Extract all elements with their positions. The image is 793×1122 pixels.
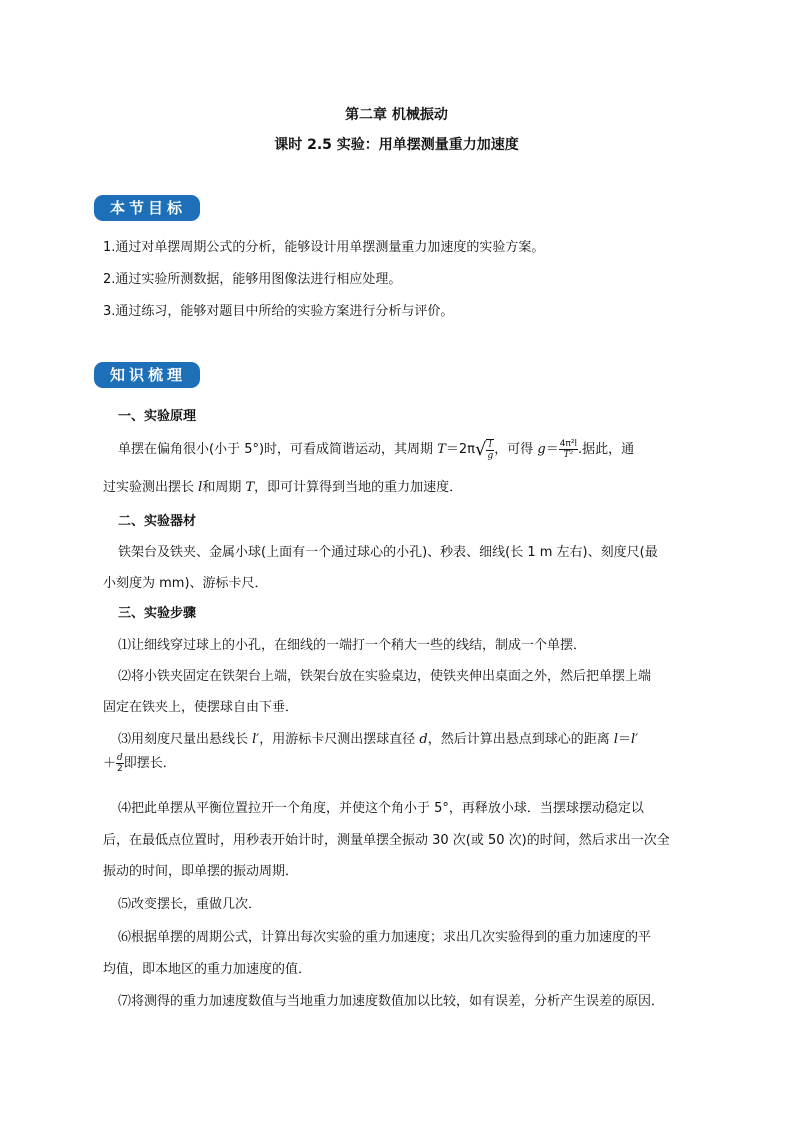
steps-heading: 三、实验步骤	[118, 606, 197, 621]
step-6-line-2: 均值，即本地区的重力加速度的值．	[103, 962, 312, 977]
step-5: ⑸改变摆长，重做几次．	[118, 897, 262, 912]
step-7: ⑺将测得的重力加速度数值与当地重力加速度数值加以比较，如有误差，分析产生误差的原因．	[118, 994, 665, 1009]
step-4-line-1: ⑷把此单摆从平衡位置拉开一个角度，并使这个角小于 5°，再释放小球．当摆球摆动稳定以	[118, 801, 644, 816]
lesson-title: 课时 2.5 实验：用单摆测量重力加速度	[274, 137, 519, 153]
step-2-line-1: ⑵将小铁夹固定在铁架台上端，铁架台放在实验桌边，使铁夹伸出桌面之外，然后把单摆上端	[118, 669, 652, 684]
step-4-line-2: 后，在最低点位置时，用秒表开始计时，测量单摆全振动 30 次(或 50 次)的时间，然后求出一次全	[103, 833, 670, 848]
step-3-line-2: ＋ $\frac{d}{2}$ 即摆长．	[103, 753, 176, 774]
step-6-line-1: ⑹根据单摆的周期公式，计算出每次实验的重力加速度；求出几次实验得到的重力加速度的平	[118, 930, 652, 945]
objectives-badge: 本节目标	[94, 195, 200, 221]
objective-item: 1.通过对单摆周期公式的分析，能够设计用单摆测量重力加速度的实验方案。	[103, 240, 545, 255]
step-2-line-2: 固定在铁夹上，使摆球自由下垂．	[103, 700, 299, 715]
step-3-line-1: ⑶用刻度尺量出悬线长 l′，用游标卡尺测出摆球直径 d，然后计算出悬点到球心的距离 l＝l′	[118, 732, 639, 747]
step-1: ⑴让细线穿过球上的小孔，在细线的一端打一个稍大一些的线结，制成一个单摆．	[118, 638, 587, 653]
principle-line-1: 单摆在偏角很小(小于 5°)时，可看成简谐运动，其周期 T＝2π√ $\frac{l}{g}$ ，可得 g＝ $\frac{\text{4π²l}}{\text{T²}}$ .据此，通	[118, 438, 635, 461]
step-4-line-3: 振动的时间，即单摆的振动周期．	[103, 864, 299, 879]
objective-item: 2.通过实验所测数据，能够用图像法进行相应处理。	[103, 272, 402, 287]
principle-line-2: 过实验测出摆长 l和周期 T，即可计算得到当地的重力加速度．	[103, 480, 463, 495]
chapter-title: 第二章 机械振动	[345, 107, 448, 123]
objective-item: 3.通过练习，能够对题目中所给的实验方案进行分析与评价。	[103, 304, 454, 319]
equipment-line-2: 小刻度为 mm)、游标卡尺．	[103, 576, 268, 591]
equipment-line-1: 铁架台及铁夹、金属小球(上面有一个通过球心的小孔)、秒表、细线(长 1 m 左右)、刻度尺(最	[118, 545, 658, 560]
equipment-heading: 二、实验器材	[118, 514, 197, 529]
review-badge: 知识梳理	[94, 362, 200, 388]
principle-heading: 一、实验原理	[118, 409, 197, 424]
